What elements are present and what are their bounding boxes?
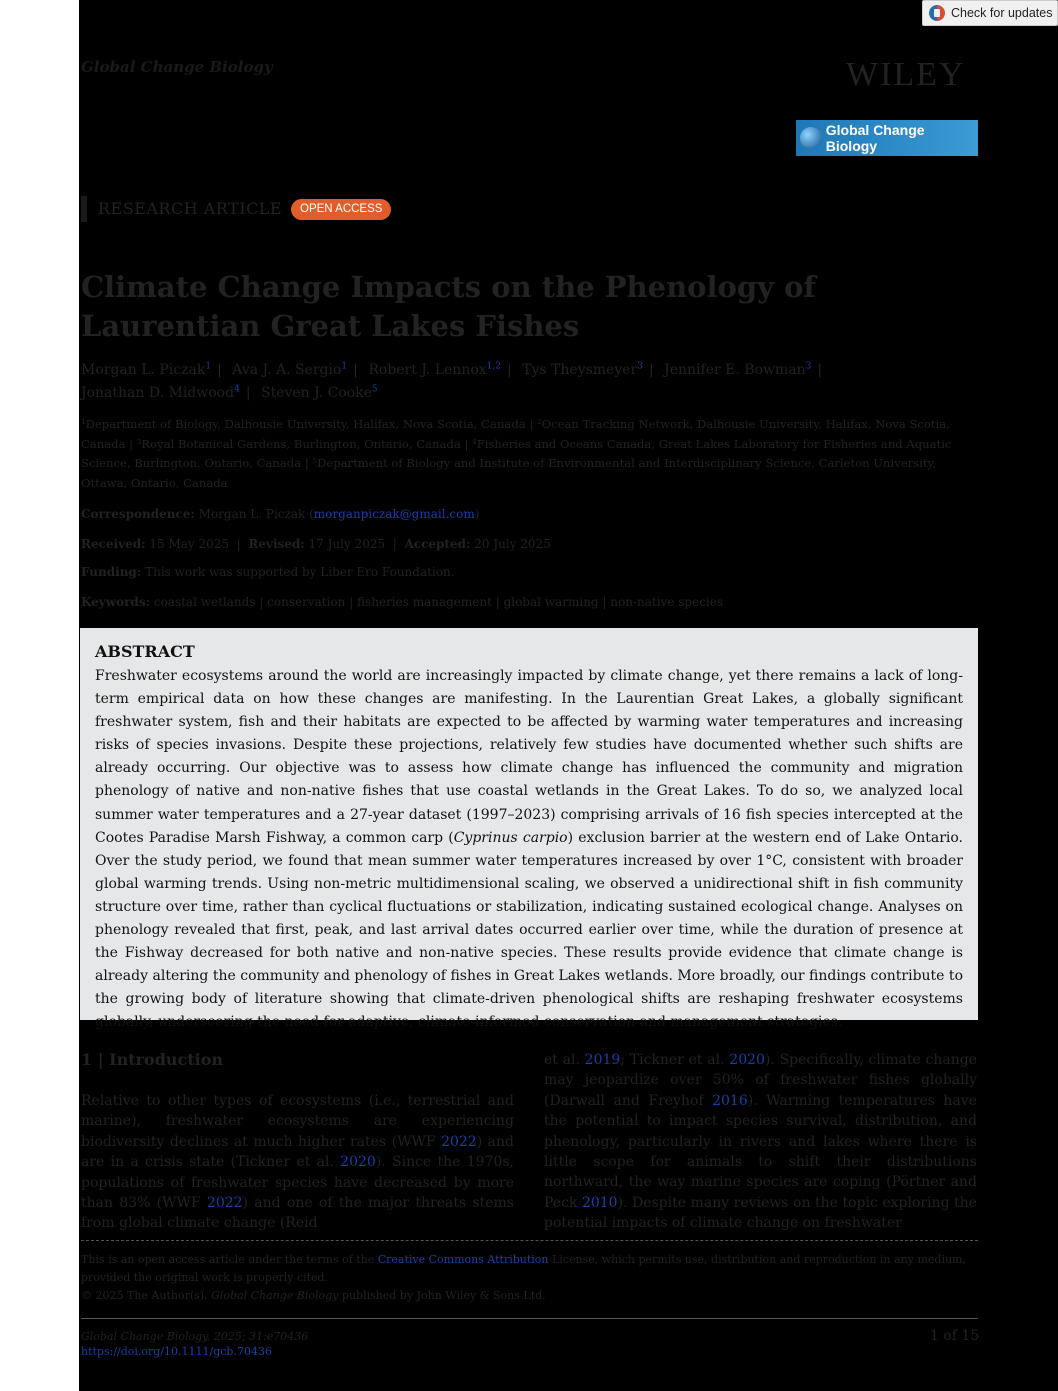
journal-running-head: Global Change Biology (81, 58, 273, 76)
correspondence: Correspondence: Morgan L. Piczak (morganpiczak@gmail.com) (81, 507, 480, 521)
citation-link[interactable]: 2022 (206, 1195, 243, 1212)
intro-left-column: Relative to other types of ecosystems (i.e., terrestrial and marine), freshwater ecosystems are experiencing biodiversity declines at much higher rates (WWF 2022) and are in a crisis state (Tickner et al. 2020). Since the 1970s, populations of freshwater species have decreased by more than 83% (WWF 2022) and one of the major threats stems from global climate change (Reid (81, 1093, 514, 1232)
citation-link[interactable]: 2020 (729, 1052, 765, 1068)
author[interactable]: Ava J. A. Sergio$^1$ (232, 361, 348, 378)
globe-icon (800, 127, 822, 149)
abstract-text: Freshwater ecosystems around the world are increasingly impacted by climate change, yet there remains a lack of long-term empirical data on how these changes are manifesting. In the Laurentian Great Lakes, a globally significant freshwater system, fish and their habitats are expected to be affected by warming water temperatures and increasing risks of species invasions. Despite these projections, relatively few studies have documented whether such shifts are already occurring. Our objective was to assess how climate change has influenced the community and migration phenology of native and non-native fishes that use coastal wetlands in the Great Lakes. To do so, we analyzed local summer water temperatures and a 27-year dataset (1997–2023) comprising arrivals of 16 fish species intercepted at the Cootes Paradise Marsh Fishway, a common carp (Cyprinus carpio) exclusion barrier at the western end of Lake Ontario. Over the study period, we found that mean summer water temperatures increased by over 1°C, consistent with broader global warming trends. Using non-metric multidimensional scaling, we observed a unidirectional shift in fish community structure over time, rather than cyclical fluctuations or stabilization, indicating sustained ecological change. Analyses on phenology revealed that first, peak, and last arrival dates occurred earlier over time, while the duration of presence at the Fishway decreased for both native and non-native species. These results provide evidence that climate change is already altering the community and phenology of fishes in Great Lakes wetlands. More broadly, our findings contribute to the growing body of literature showing that climate-driven phenological shifts are reshaping freshwater ecosystems globally, underscoring the need for adaptive, climate-informed conservation and management strategies. (95, 668, 963, 1031)
author-list: Morgan L. Piczak$^1$ | Ava J. A. Sergio$^1$ | Robert J. Lennox$^{1,2}$ | Tys Theysmeyer$^3$ | Jennifer E. Bowman$^3$ | Jonathan D. Midwood$^4$ | Steven J. Cooke$^5$ (81, 361, 823, 402)
article-type-marker (81, 196, 87, 222)
journal-logo[interactable] (796, 120, 978, 156)
journal-logo-text: Global Change Biology (825, 122, 925, 154)
citation-link[interactable]: 2016 (712, 1092, 748, 1109)
section-heading-introduction: 1 | Introduction (81, 1050, 224, 1069)
author[interactable]: Robert J. Lennox$^{1,2}$ (368, 361, 501, 378)
citation-link[interactable]: 2019 (584, 1052, 621, 1068)
affiliations: ¹Department of Biology, Dalhousie University, Halifax, Nova Scotia, Canada | ²Ocean Tracking Network, Dalhousie University, Halifax, Nova Scotia, Canada | ³Royal Botanical Gardens, Burlington, Ontario, Canada | ⁴Fisheries and Oceans Canada, Great Lakes Laboratory for Fisheries and Aquatic Science, Burlington, Ontario, Canada | ⁵Department of Biology and Institute of Environmental and Interdisciplinary Science, Carleton University, Ottawa, Ontario, Canada (81, 417, 952, 490)
author[interactable]: Steven J. Cooke$^5$ (260, 384, 378, 402)
left-margin (0, 0, 79, 1391)
citation-link[interactable]: 2020 (340, 1154, 376, 1171)
citation-link[interactable]: 2010 (581, 1194, 618, 1211)
intro-right-column: et al. 2019; Tickner et al. 2020). Specifically, climate change may jeopardize over 50% of freshwater fishes globally (Darwall and Freyhof 2016). Warming temperatures have the potential to impact species survival, distribution, and phenology, particularly in rivers and lakes where there is little scope for animals to shift their distributions northward, the way marine species are coping (Pörtner and Peck 2010). Despite many reviews on the topic exploring the potential impacts of climate change on freshwater (544, 1052, 977, 1232)
publisher-logo: WILEY (846, 56, 966, 93)
open-access-badge: OPEN ACCESS (291, 199, 391, 220)
journal-citation: Global Change Biology, 2025; 31:e70436 (81, 1330, 309, 1343)
crossmark-icon (929, 5, 945, 21)
email-link[interactable]: morganpiczak@gmail.com (313, 507, 475, 521)
footer-divider (81, 1318, 978, 1319)
keywords: Keywords: coastal wetlands | conservation | fisheries management | global warming | non-native species (81, 595, 724, 609)
funding: Funding: This work was supported by Liber Ero Foundation. (81, 565, 455, 579)
abstract-box (80, 628, 978, 1031)
license-link[interactable]: Creative Commons Attribution (377, 1253, 549, 1266)
author[interactable]: Jennifer E. Bowman$^3$ (664, 361, 812, 378)
citation-link[interactable]: 2022 (441, 1133, 477, 1150)
author[interactable]: Morgan L. Piczak$^1$ (81, 361, 212, 378)
abstract-heading: ABSTRACT (95, 642, 195, 661)
check-updates-label: Check for updates (951, 6, 1053, 20)
footer-divider (81, 1240, 978, 1241)
doi-link[interactable]: https://doi.org/10.1111/gcb.70436 (81, 1345, 272, 1358)
article-type: RESEARCH ARTICLE (98, 199, 283, 218)
license-note: This is an open access article under the terms of the Creative Commons Attribution License, which permits use, distribution and reproduction in any medium, provided the original work is properly cited. © 2025 The Author(s). Global Change Biology published by John Wiley & Sons Ltd. (81, 1253, 966, 1302)
page-number: 1 of 15 (930, 1328, 980, 1344)
article-title: Climate Change Impacts on the Phenology of Laurentian Great Lakes Fishes (81, 270, 816, 343)
dates: Received: 15 May 2025 | Revised: 17 July 2025 | Accepted: 20 July 2025 (81, 537, 551, 551)
check-for-updates-button[interactable] (922, 0, 1058, 26)
author[interactable]: Tys Theysmeyer$^3$ (522, 361, 643, 378)
author[interactable]: Jonathan D. Midwood$^4$ (81, 384, 240, 402)
